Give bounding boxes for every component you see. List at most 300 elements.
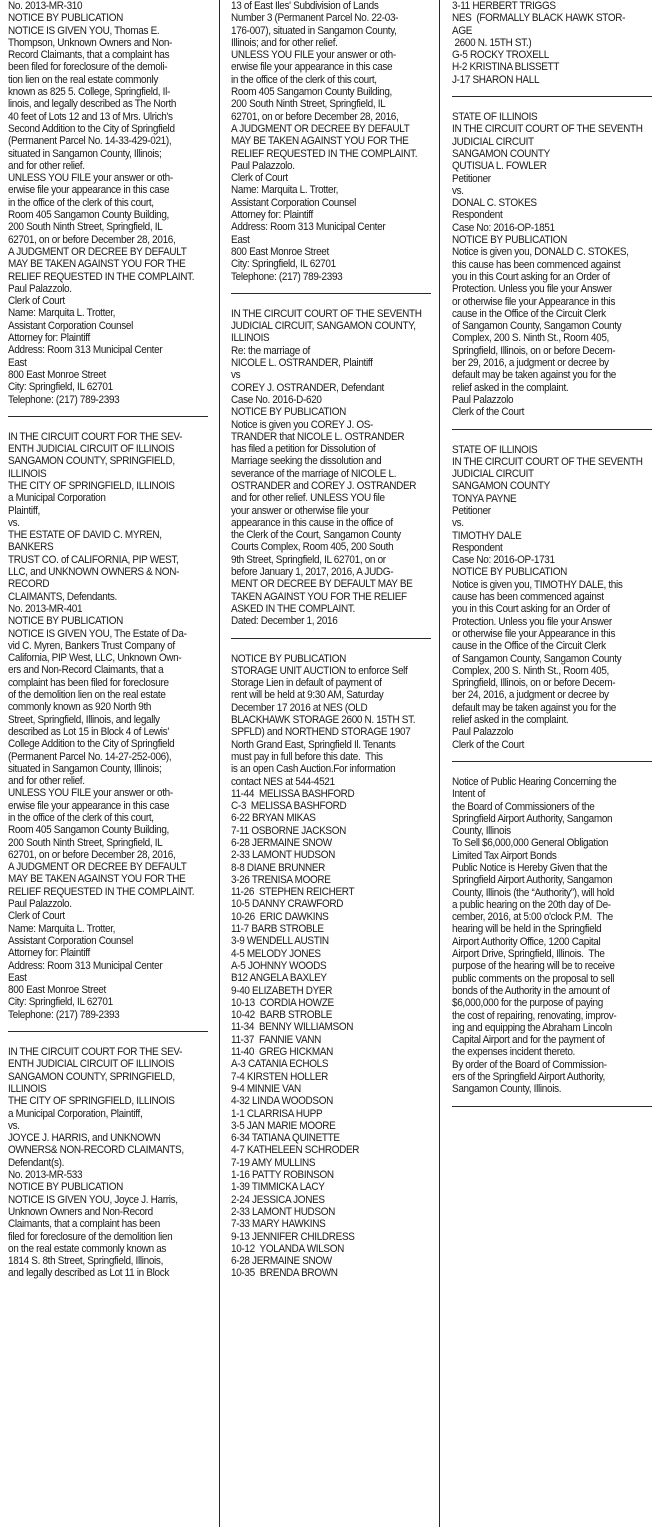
notice-text-line: Dated: December 1, 2016	[231, 615, 338, 628]
notice-text-line: Limited Tax Airport Bonds	[452, 849, 557, 862]
notice-order-of-protection-2016-op-1731	[452, 444, 651, 751]
notice-text-line: 3-9 WENDELL AUSTIN	[231, 935, 329, 948]
notice-text-line: Clerk of the Court	[452, 406, 525, 419]
notice-text-line: 1-16 PATTY ROBINSON	[231, 1169, 334, 1182]
notice-text-line: commonly known as 920 North 9th	[8, 701, 152, 714]
notice-text-line: East	[8, 971, 27, 984]
notice-text-line: East	[8, 356, 27, 369]
notice-text-line: Storage Lien in default of payment of	[231, 677, 382, 690]
notice-text-line: Name: Marquita L. Trotter,	[231, 184, 339, 197]
notice-text-line: Clerk of the Court	[452, 738, 525, 751]
notice-demolition-lien-2013-mr-401	[8, 431, 207, 1021]
notice-text-line: Thompson, Unknown Owners and Non-	[8, 36, 173, 49]
notice-text-line: 4-5 MELODY JONES	[231, 947, 321, 960]
notice-text-line: H-2 KRISTINA BLISSETT	[452, 61, 560, 74]
notice-text-line: Capital Airport and for the payment of	[452, 1034, 605, 1047]
notice-text-line: 2-24 JESSICA JONES	[231, 1193, 325, 1206]
notice-text-line: JUDICIAL CIRCUIT	[452, 468, 534, 481]
notice-text-line: 2-33 LAMONT HUDSON	[231, 1205, 336, 1218]
notice-text-line: relief asked in the complaint.	[452, 381, 569, 394]
notice-text-line: Courts Complex, Room 405, 200 South	[231, 541, 394, 554]
notice-text-line: Record Claimants, that a complaint has	[8, 49, 170, 62]
notice-text-line: ASKED IN THE COMPLAINT.	[231, 602, 355, 615]
notice-text-line: 3-11 HERBERT TRIGGS	[452, 0, 556, 12]
notice-text-line: 1814 S. 8th Street, Springfield, Illinois,	[8, 1255, 164, 1268]
notice-text-line: Petitioner	[452, 172, 491, 185]
notice-text-line: JUDICIAL CIRCUIT	[452, 135, 534, 148]
notice-text-line: 6-34 TATIANA QUINETTE	[231, 1132, 340, 1145]
notice-dissolution-of-marriage	[231, 308, 430, 628]
notice-text-line: To Sell $6,000,000 General Obligation	[452, 837, 609, 850]
notice-text-line: 2600 N. 15TH ST.)	[452, 36, 532, 49]
notice-text-line: Re: the marriage of	[231, 344, 310, 357]
column-3	[452, 0, 652, 1527]
notice-text-line: contact NES at 544-4521	[231, 775, 335, 788]
notice-order-of-protection-2016-op-1851	[452, 111, 651, 418]
notice-text-line: A-3 CATANIA ECHOLS	[231, 1058, 329, 1071]
notice-text-line: Airport Authority Office, 1200 Capital	[452, 935, 601, 948]
notice-text-line: Attorney for: Plaintiff	[8, 947, 90, 960]
notice-text-line: of Sangamon County, Sangamon County	[452, 320, 622, 333]
notice-text-line: Plaintiff,	[8, 504, 40, 517]
notice-text-line: Airport Drive, Springfield, Illinois. The	[452, 948, 605, 961]
notice-text-line: the Board of Commissioners of the	[452, 800, 595, 813]
notice-text-line: vid C. Myren, Bankers Trust Company of	[8, 639, 175, 652]
notice-text-line: 40 feet of Lots 12 and 13 of Mrs. Ulrich's	[8, 110, 173, 123]
notice-text-line: NICOLE L. OSTRANDER, Plaintiff	[231, 357, 373, 370]
notice-separator	[8, 1031, 208, 1032]
notice-text-line: THE CITY OF SPRINGFIELD, ILLINOIS	[8, 1095, 175, 1108]
notice-text-line: 7-4 KIRSTEN HOLLER	[231, 1070, 329, 1083]
notice-text-line: IN THE CIRCUIT COURT OF THE SEVENTH	[452, 123, 643, 136]
notice-text-line: Clerk of Court	[231, 172, 288, 185]
notice-text-line: ILLINOIS	[8, 467, 47, 480]
notice-text-line: linois, and legally described as The North	[8, 98, 177, 111]
notice-storage-unit-auction	[231, 653, 430, 1280]
notice-text-line: NOTICE BY PUBLICATION	[231, 406, 347, 419]
notice-text-line: Petitioner	[452, 504, 491, 517]
notice-text-line: MENT OR DECREE BY DEFAULT MAY BE	[231, 578, 413, 591]
notice-text-line: NOTICE BY PUBLICATION	[8, 615, 124, 628]
notice-text-line: SANGAMON COUNTY, SPRINGFIELD,	[8, 455, 175, 468]
notice-text-line: described as Lot 15 in Block 4 of Lewis'	[8, 725, 169, 738]
notice-demolition-lien-continued	[231, 0, 430, 283]
notice-text-line: situated in Sangamon County, Illinois;	[8, 147, 162, 160]
notice-text-line: bonds of the Authority in the amount of	[452, 984, 610, 997]
notice-text-line: UNLESS YOU FILE your answer or oth-	[8, 172, 173, 185]
notice-text-line: Claimants, that a complaint has been	[8, 1218, 161, 1231]
notice-separator	[452, 96, 652, 97]
notice-text-line: Case No: 2016-OP-1851	[452, 221, 555, 234]
notice-text-line: NOTICE IS GIVEN YOU, The Estate of Da-	[8, 627, 187, 640]
notice-text-line: Respondent	[452, 209, 503, 222]
notice-text-line: erwise file your appearance in this case	[8, 184, 170, 197]
notice-text-line: filed for foreclosure of the demolition lien	[8, 1230, 173, 1243]
notice-text-line: TIMOTHY DALE	[452, 529, 522, 542]
notice-text-line: 1-39 TIMMICKA LACY	[231, 1181, 325, 1194]
notice-text-line: the Clerk of the Court, Sangamon County	[231, 529, 401, 542]
notice-separator	[231, 638, 431, 639]
notice-text-line: Street, Springfield, Illinois, and legally	[8, 713, 160, 726]
notice-text-line: Assistant Corporation Counsel	[231, 196, 356, 209]
notice-text-line: 9th Street, Springfield, IL 62701, on or	[231, 553, 386, 566]
notice-text-line: 10-35 BRENDA BROWN	[231, 1267, 338, 1280]
notice-text-line: vs	[231, 369, 241, 382]
notice-text-line: County, Illinois (the “Authority”), will hold	[452, 886, 615, 899]
notice-text-line: before January 1, 2017, 2016, A JUDG-	[231, 566, 394, 579]
notice-text-line: Assistant Corporation Counsel	[8, 319, 133, 332]
notice-text-line: Notice is given you, TIMOTHY DALE, this	[452, 578, 623, 591]
notice-text-line: Paul Palazzolo	[452, 726, 514, 739]
notice-text-line: rent will be held at 9:30 AM, Saturday	[231, 689, 384, 702]
notice-text-line: cember, 2016, at 5:00 o'clock P.M. The	[452, 911, 613, 924]
notice-text-line: Name: Marquita L. Trotter,	[8, 922, 116, 935]
notice-text-line: County, Illinois	[452, 825, 511, 838]
notice-text-line: CLAIMANTS, Defendants.	[8, 590, 117, 603]
notice-text-line: 10-42 BARB STROBLE	[231, 1009, 333, 1022]
notice-text-line: in the office of the clerk of this court,	[8, 812, 154, 824]
notice-text-line: Address: Room 313 Municipal Center	[231, 221, 386, 234]
column-1	[8, 0, 208, 1527]
notice-text-line: ENTH JUDICIAL CIRCUIT OF ILLINOIS	[8, 443, 175, 456]
notice-text-line: 2-33 LAMONT HUDSON	[231, 849, 336, 862]
notice-text-line: and legally described as Lot 11 in Block	[8, 1267, 170, 1280]
notice-text-line: MAY BE TAKEN AGAINST YOU FOR THE	[231, 135, 409, 148]
notice-text-line: of the demolition lien on the real estate	[8, 689, 166, 702]
notice-text-line: NOTICE IS GIVEN YOU, Joyce J. Harris,	[8, 1193, 178, 1206]
notice-demolition-lien-2013-mr-533	[8, 1046, 207, 1280]
notice-text-line: in the office of the clerk of this court,	[8, 196, 154, 209]
notice-text-line: Defendant(s).	[8, 1156, 65, 1169]
notice-storage-unit-auction-continued	[452, 0, 651, 86]
notice-text-line: Attorney for: Plaintiff	[231, 209, 313, 222]
notice-text-line: RECORD	[8, 578, 50, 591]
notice-text-line: erwise file your appearance in this case	[8, 799, 170, 812]
notice-text-line: Illinois; and for other relief.	[231, 36, 338, 49]
notice-text-line: Springfield, Illinois, on or before Decem-	[452, 344, 616, 357]
notice-text-line: STORAGE UNIT AUCTION to enforce Self	[231, 664, 408, 677]
notice-text-line: 800 East Monroe Street	[8, 368, 106, 381]
notice-text-line: Room 405 Sangamon County Building,	[231, 86, 392, 99]
notice-text-line: cause in the Office of the Circuit Clerk	[452, 640, 606, 653]
notice-text-line: 9-4 MINNIE VAN	[231, 1082, 301, 1095]
notice-text-line: 8-8 DIANE BRUNNER	[231, 861, 326, 874]
notice-text-line: No. 2013-MR-310	[8, 0, 83, 12]
notice-text-line: has filed a petition for Dissolution of	[231, 443, 376, 456]
notice-text-line: J-17 SHARON HALL	[452, 73, 540, 86]
notice-text-line: default may be taken against you for the	[452, 369, 617, 382]
notice-text-line: 7-19 AMY MULLINS	[231, 1156, 316, 1169]
notice-text-line: OWNERS& NON-RECORD CLAIMANTS,	[8, 1144, 184, 1157]
notice-text-line: THE ESTATE OF DAVID C. MYREN,	[8, 529, 162, 542]
notice-text-line: Sangamon County, Illinois.	[452, 1083, 562, 1096]
notice-text-line: 200 South Ninth Street, Springfield, IL	[231, 98, 386, 111]
notice-text-line: 9-40 ELIZABETH DYER	[231, 984, 333, 997]
notice-text-line: BLACKHAWK STORAGE 2600 N. 15TH ST.	[231, 714, 416, 727]
notice-text-line: UNLESS YOU FILE your answer or oth-	[231, 49, 396, 62]
notice-text-line: IN THE CIRCUIT COURT OF THE SEVENTH	[231, 307, 422, 320]
notice-text-line: 62701, on or before December 28, 2016,	[8, 848, 176, 861]
notice-text-line: or otherwise file your Appearance in this	[452, 295, 616, 308]
notice-text-line: QUTISUA L. FOWLER	[452, 160, 547, 173]
notice-text-line: BANKERS	[8, 541, 54, 554]
notice-text-line: been filed for foreclosure of the demoli-	[8, 61, 168, 74]
notice-text-line: RELIEF REQUESTED IN THE COMPLAINT.	[8, 885, 195, 898]
notice-text-line: on the real estate commonly known as	[8, 1242, 167, 1255]
notice-text-line: MAY BE TAKEN AGAINST YOU FOR THE	[8, 873, 186, 886]
notice-text-line: 4-7 KATHELEEN SCHRODER	[231, 1144, 360, 1157]
notice-text-line: 3-26 TRENISA MOORE	[231, 873, 331, 886]
notice-text-line: B12 ANGELA BAXLEY	[231, 972, 327, 985]
notice-text-line: 6-28 JERMAINE SNOW	[231, 1255, 332, 1268]
notice-text-line: you in this Court asking for an Order of	[452, 603, 610, 616]
notice-text-line: or otherwise file your Appearance in this	[452, 627, 616, 640]
notice-text-line: MAY BE TAKEN AGAINST YOU FOR THE	[8, 258, 186, 271]
notice-text-line: Name: Marquita L. Trotter,	[8, 307, 116, 320]
notice-text-line: known as 825 5. College, Springfield, Il-	[8, 86, 170, 99]
notice-text-line: relief asked in the complaint.	[452, 714, 569, 727]
notice-text-line: 10-12 YOLANDA WILSON	[231, 1242, 345, 1255]
notice-text-line: 9-13 JENNIFER CHILDRESS	[231, 1230, 355, 1243]
notice-text-line: STATE OF ILLINOIS	[452, 111, 538, 124]
notice-text-line: severance of the marriage of NICOLE L.	[231, 467, 397, 480]
notice-text-line: 1-1 CLARRISA HUPP	[231, 1107, 323, 1120]
notice-text-line: East	[231, 233, 250, 246]
notice-text-line: Notice is given you COREY J. OS-	[231, 418, 374, 431]
notice-text-line: A-5 JOHNNY WOODS	[231, 959, 327, 972]
notice-text-line: your answer or otherwise file your	[231, 504, 369, 517]
notice-text-line: Attorney for: Plaintiff	[8, 332, 90, 345]
column-2	[231, 0, 431, 1527]
notice-text-line: and for other relief.	[8, 775, 85, 788]
notice-text-line: is an open Cash Auction.For information	[231, 763, 396, 776]
notice-text-line: TRUST CO. of CALIFORNIA, PIP WEST,	[8, 553, 179, 566]
notice-text-line: erwise file your appearance in this case	[231, 61, 393, 74]
notice-text-line: complaint has been filed for foreclosure	[8, 676, 169, 689]
notice-text-line: AGE	[452, 24, 473, 37]
notice-text-line: Protection. Unless you file your Answer	[452, 615, 612, 628]
notice-separator	[452, 1106, 652, 1107]
notice-text-line: ers and Non-Record Claimants, that a	[8, 664, 164, 677]
notice-text-line: 10-13 CORDIA HOWZE	[231, 996, 334, 1009]
notice-text-line: 6-22 BRYAN MIKAS	[231, 812, 316, 825]
notice-text-line: Room 405 Sangamon County Building,	[8, 824, 169, 837]
notice-text-line: of Sangamon County, Sangamon County	[452, 652, 622, 665]
notice-text-line: LLC, and UNKNOWN OWNERS & NON-	[8, 566, 180, 579]
notice-text-line: JOYCE J. HARRIS, and UNKNOWN	[8, 1132, 161, 1145]
notice-text-line: NOTICE BY PUBLICATION	[231, 652, 347, 665]
notice-text-line: the cost of repairing, renovating, improv-	[452, 1009, 617, 1022]
notice-text-line: Public Notice is Hereby Given that the	[452, 862, 608, 874]
notice-separator	[231, 293, 431, 294]
notice-text-line: Assistant Corporation Counsel	[8, 934, 133, 947]
notice-text-line: Paul Palazzolo.	[8, 282, 72, 295]
notice-text-line: 13 of East Iles' Subdivision of Lands	[231, 0, 379, 12]
notice-text-line: SANGAMON COUNTY, SPRINGFIELD,	[8, 1070, 175, 1083]
notice-text-line: 200 South Ninth Street, Springfield, IL	[8, 221, 163, 234]
notice-text-line: City: Springfield, IL 62701	[231, 258, 336, 271]
notice-text-line: Protection. Unless you file your Answer	[452, 283, 612, 296]
notice-text-line: the expenses incident thereto.	[452, 1046, 576, 1059]
notice-demolition-lien-2013-mr-310	[8, 0, 207, 406]
notice-text-line: Notice of Public Hearing Concerning the	[452, 775, 617, 788]
notice-text-line: By order of the Board of Commission-	[452, 1058, 607, 1071]
notice-text-line: ber 24, 2016, a judgment or decree by	[452, 689, 609, 702]
notice-text-line: must pay in full before this date. This	[231, 750, 383, 763]
notice-text-line: IN THE CIRCUIT COURT FOR THE SEV-	[8, 1046, 183, 1059]
notice-text-line: vs.	[8, 516, 20, 529]
notice-text-line: situated in Sangamon County, Illinois;	[8, 762, 162, 775]
notice-text-line: SANGAMON COUNTY	[452, 480, 550, 493]
notice-text-line: 11-40 GREG HICKMAN	[231, 1046, 334, 1059]
notice-separator	[452, 761, 652, 762]
notice-text-line: public comments on the proposal to sell	[452, 972, 615, 985]
notice-text-line: C-3 MELISSA BASHFORD	[231, 800, 347, 813]
notice-text-line: December 17 2016 at NES (OLD	[231, 701, 368, 714]
notice-text-line: Case No. 2016-D-620	[231, 393, 322, 406]
notice-text-line: A JUDGMENT OR DECREE BY DEFAULT	[231, 122, 410, 135]
notice-text-line: 11-34 BENNY WILLIAMSON	[231, 1021, 354, 1034]
notice-text-line: 11-26 STEPHEN REICHERT	[231, 886, 355, 899]
notice-text-line: NOTICE IS GIVEN YOU, Thomas E.	[8, 24, 160, 37]
notice-text-line: THE CITY OF SPRINGFIELD, ILLINOIS	[8, 479, 175, 492]
notice-text-line: G-5 ROCKY TROXELL	[452, 49, 549, 62]
notice-text-line: vs.	[452, 517, 464, 530]
notice-text-line: Complex, 200 S. Ninth St., Room 405,	[452, 664, 609, 677]
notice-text-line: purpose of the hearing will be to receive	[452, 960, 615, 973]
notice-text-line: NOTICE BY PUBLICATION	[452, 566, 568, 579]
notice-text-line: ILLINOIS	[8, 1082, 47, 1095]
notice-text-line: 7-33 MARY HAWKINS	[231, 1218, 326, 1231]
notice-text-line: A JUDGMENT OR DECREE BY DEFAULT	[8, 861, 187, 874]
notice-text-line: Notice is given you, DONALD C. STOKES,	[452, 246, 629, 259]
notice-separator	[8, 416, 208, 417]
notice-text-line: a Municipal Corporation	[8, 492, 106, 505]
notice-public-hearing-airport-bonds	[452, 776, 651, 1096]
notice-text-line: cause in the Office of the Circuit Clerk	[452, 307, 606, 320]
column-divider	[439, 0, 440, 1527]
notice-text-line: 7-11 OSBORNE JACKSON	[231, 824, 346, 837]
notice-text-line: JUDICIAL CIRCUIT, SANGAMON COUNTY,	[231, 320, 416, 333]
notice-text-line: Clerk of Court	[8, 295, 65, 308]
notice-text-line: ers of the Springfield Airport Authority,	[452, 1071, 605, 1084]
notice-text-line: UNLESS YOU FILE your answer or oth-	[8, 787, 173, 800]
notice-text-line: SPFLD) and NORTHEND STORAGE 1907	[231, 726, 411, 739]
notice-text-line: and for other relief.	[8, 159, 85, 172]
notice-text-line: No. 2013-MR-401	[8, 602, 83, 615]
notice-text-line: 800 East Monroe Street	[8, 984, 106, 997]
notice-text-line: you in this Court asking for an Order of	[452, 270, 610, 283]
notice-text-line: 176-007), situated in Sangamon County,	[231, 24, 397, 37]
notice-text-line: 4-32 LINDA WOODSON	[231, 1095, 333, 1108]
notice-text-line: 62701, on or before December 28, 2016,	[8, 233, 176, 246]
notice-text-line: Paul Palazzolo.	[231, 159, 295, 172]
notice-text-line: and for other relief. UNLESS YOU file	[231, 492, 385, 505]
notice-text-line: Paul Palazzolo.	[8, 898, 72, 911]
notice-text-line: a public hearing on the 20th day of De-	[452, 898, 611, 911]
notice-text-line: Room 405 Sangamon County Building,	[8, 209, 169, 222]
notice-text-line: TAKEN AGAINST YOU FOR THE RELIEF	[231, 590, 407, 603]
notice-text-line: a Municipal Corporation, Plaintiff,	[8, 1107, 143, 1120]
notice-text-line: ing and equipping the Abraham Lincoln	[452, 1021, 613, 1034]
notice-text-line: TRANDER that NICOLE L. OSTRANDER	[231, 430, 405, 443]
notice-text-line: 3-5 JAN MARIE MOORE	[231, 1119, 336, 1132]
notice-text-line: No. 2013-MR-533	[8, 1169, 83, 1182]
notice-separator	[452, 429, 652, 430]
notice-text-line: 11-7 BARB STROBLE	[231, 923, 324, 936]
notice-text-line: Intent of	[452, 788, 486, 801]
notice-text-line: 200 South Ninth Street, Springfield, IL	[8, 836, 163, 849]
notice-text-line: Number 3 (Permanent Parcel No. 22-03-	[231, 12, 399, 25]
notice-text-line: City: Springfield, IL 62701	[8, 381, 113, 394]
notice-text-line: ber 29, 2016, a judgment or decree by	[452, 357, 609, 370]
notice-text-line: Springfield, Illinois, on or before Decem-	[452, 677, 616, 690]
notice-text-line: NES (FORMALLY BLACK HAWK STOR-	[452, 12, 626, 25]
notice-text-line: City: Springfield, IL 62701	[8, 996, 113, 1009]
notice-text-line: RELIEF REQUESTED IN THE COMPLAINT.	[8, 270, 195, 283]
notice-text-line: Clerk of Court	[8, 910, 65, 923]
notice-text-line: vs.	[452, 184, 464, 197]
notice-text-line: in the office of the clerk of this court,	[231, 73, 377, 86]
notice-text-line: College Addition to the City of Springfield	[8, 738, 175, 751]
notice-text-line: 6-28 JERMAINE SNOW	[231, 837, 332, 849]
notice-text-line: Complex, 200 S. Ninth St., Room 405,	[452, 332, 609, 345]
notice-text-line: RELIEF REQUESTED IN THE COMPLAINT.	[231, 147, 418, 160]
notice-text-line: TONYA PAYNE	[452, 492, 517, 505]
notice-text-line: Second Addition to the City of Springfield	[8, 122, 175, 135]
notice-text-line: $6,000,000 for the purpose of paying	[452, 997, 603, 1010]
notice-text-line: Paul Palazzolo	[452, 393, 514, 406]
notice-text-line: California, PIP West, LLC, Unknown Own-	[8, 652, 182, 665]
notice-text-line: Address: Room 313 Municipal Center	[8, 959, 163, 972]
notice-text-line: this cause has been commenced against	[452, 258, 621, 271]
notice-text-line: Telephone: (217) 789-2393	[231, 270, 343, 283]
notice-text-line: (Permanent Parcel No. 14-33-429-021),	[8, 135, 172, 148]
notice-text-line: ILLINOIS	[231, 332, 270, 345]
notice-text-line: Respondent	[452, 541, 503, 554]
notice-text-line: 11-37 FANNIE VANN	[231, 1033, 322, 1046]
notice-text-line: NOTICE BY PUBLICATION	[452, 234, 568, 247]
notice-text-line: North Grand East, Springfield Il. Tenants	[231, 738, 396, 751]
notice-text-line: NOTICE BY PUBLICATION	[8, 12, 124, 25]
notice-text-line: Telephone: (217) 789-2393	[8, 1008, 120, 1021]
notice-text-line: 800 East Monroe Street	[231, 245, 329, 258]
notice-text-line: COREY J. OSTRANDER, Defendant	[231, 381, 384, 394]
notice-text-line: Marriage seeking the dissolution and	[231, 455, 382, 468]
column-divider	[219, 0, 220, 1527]
notice-text-line: IN THE CIRCUIT COURT OF THE SEVENTH	[452, 455, 643, 468]
notice-text-line: hearing will be held in the Springfield	[452, 923, 602, 936]
notice-text-line: Telephone: (217) 789-2393	[8, 393, 120, 406]
notice-text-line: Springfield Airport Authority, Sangamon	[452, 874, 613, 887]
notice-text-line: SANGAMON COUNTY	[452, 147, 550, 160]
notice-text-line: (Permanent Parcel No. 14-27-252-006),	[8, 750, 172, 763]
notice-text-line: default may be taken against you for the	[452, 701, 617, 714]
notice-text-line: STATE OF ILLINOIS	[452, 443, 538, 456]
notice-text-line: 11-44 MELISSA BASHFORD	[231, 787, 355, 800]
notice-text-line: NOTICE BY PUBLICATION	[8, 1181, 124, 1194]
notice-text-line: Unknown Owners and Non-Record	[8, 1205, 153, 1218]
notice-text-line: IN THE CIRCUIT COURT FOR THE SEV-	[8, 430, 183, 443]
notice-text-line: cause has been commenced against	[452, 591, 604, 604]
notice-text-line: tion lien on the real estate commonly	[8, 73, 159, 86]
notice-text-line: A JUDGMENT OR DECREE BY DEFAULT	[8, 245, 187, 258]
notice-text-line: DONAL C. STOKES	[452, 197, 537, 210]
notice-text-line: appearance in this cause in the office of	[231, 516, 393, 529]
notice-text-line: 10-5 DANNY CRAWFORD	[231, 898, 344, 911]
notice-text-line: 62701, on or before December 28, 2016,	[231, 110, 399, 123]
notice-text-line: Address: Room 313 Municipal Center	[8, 344, 163, 357]
